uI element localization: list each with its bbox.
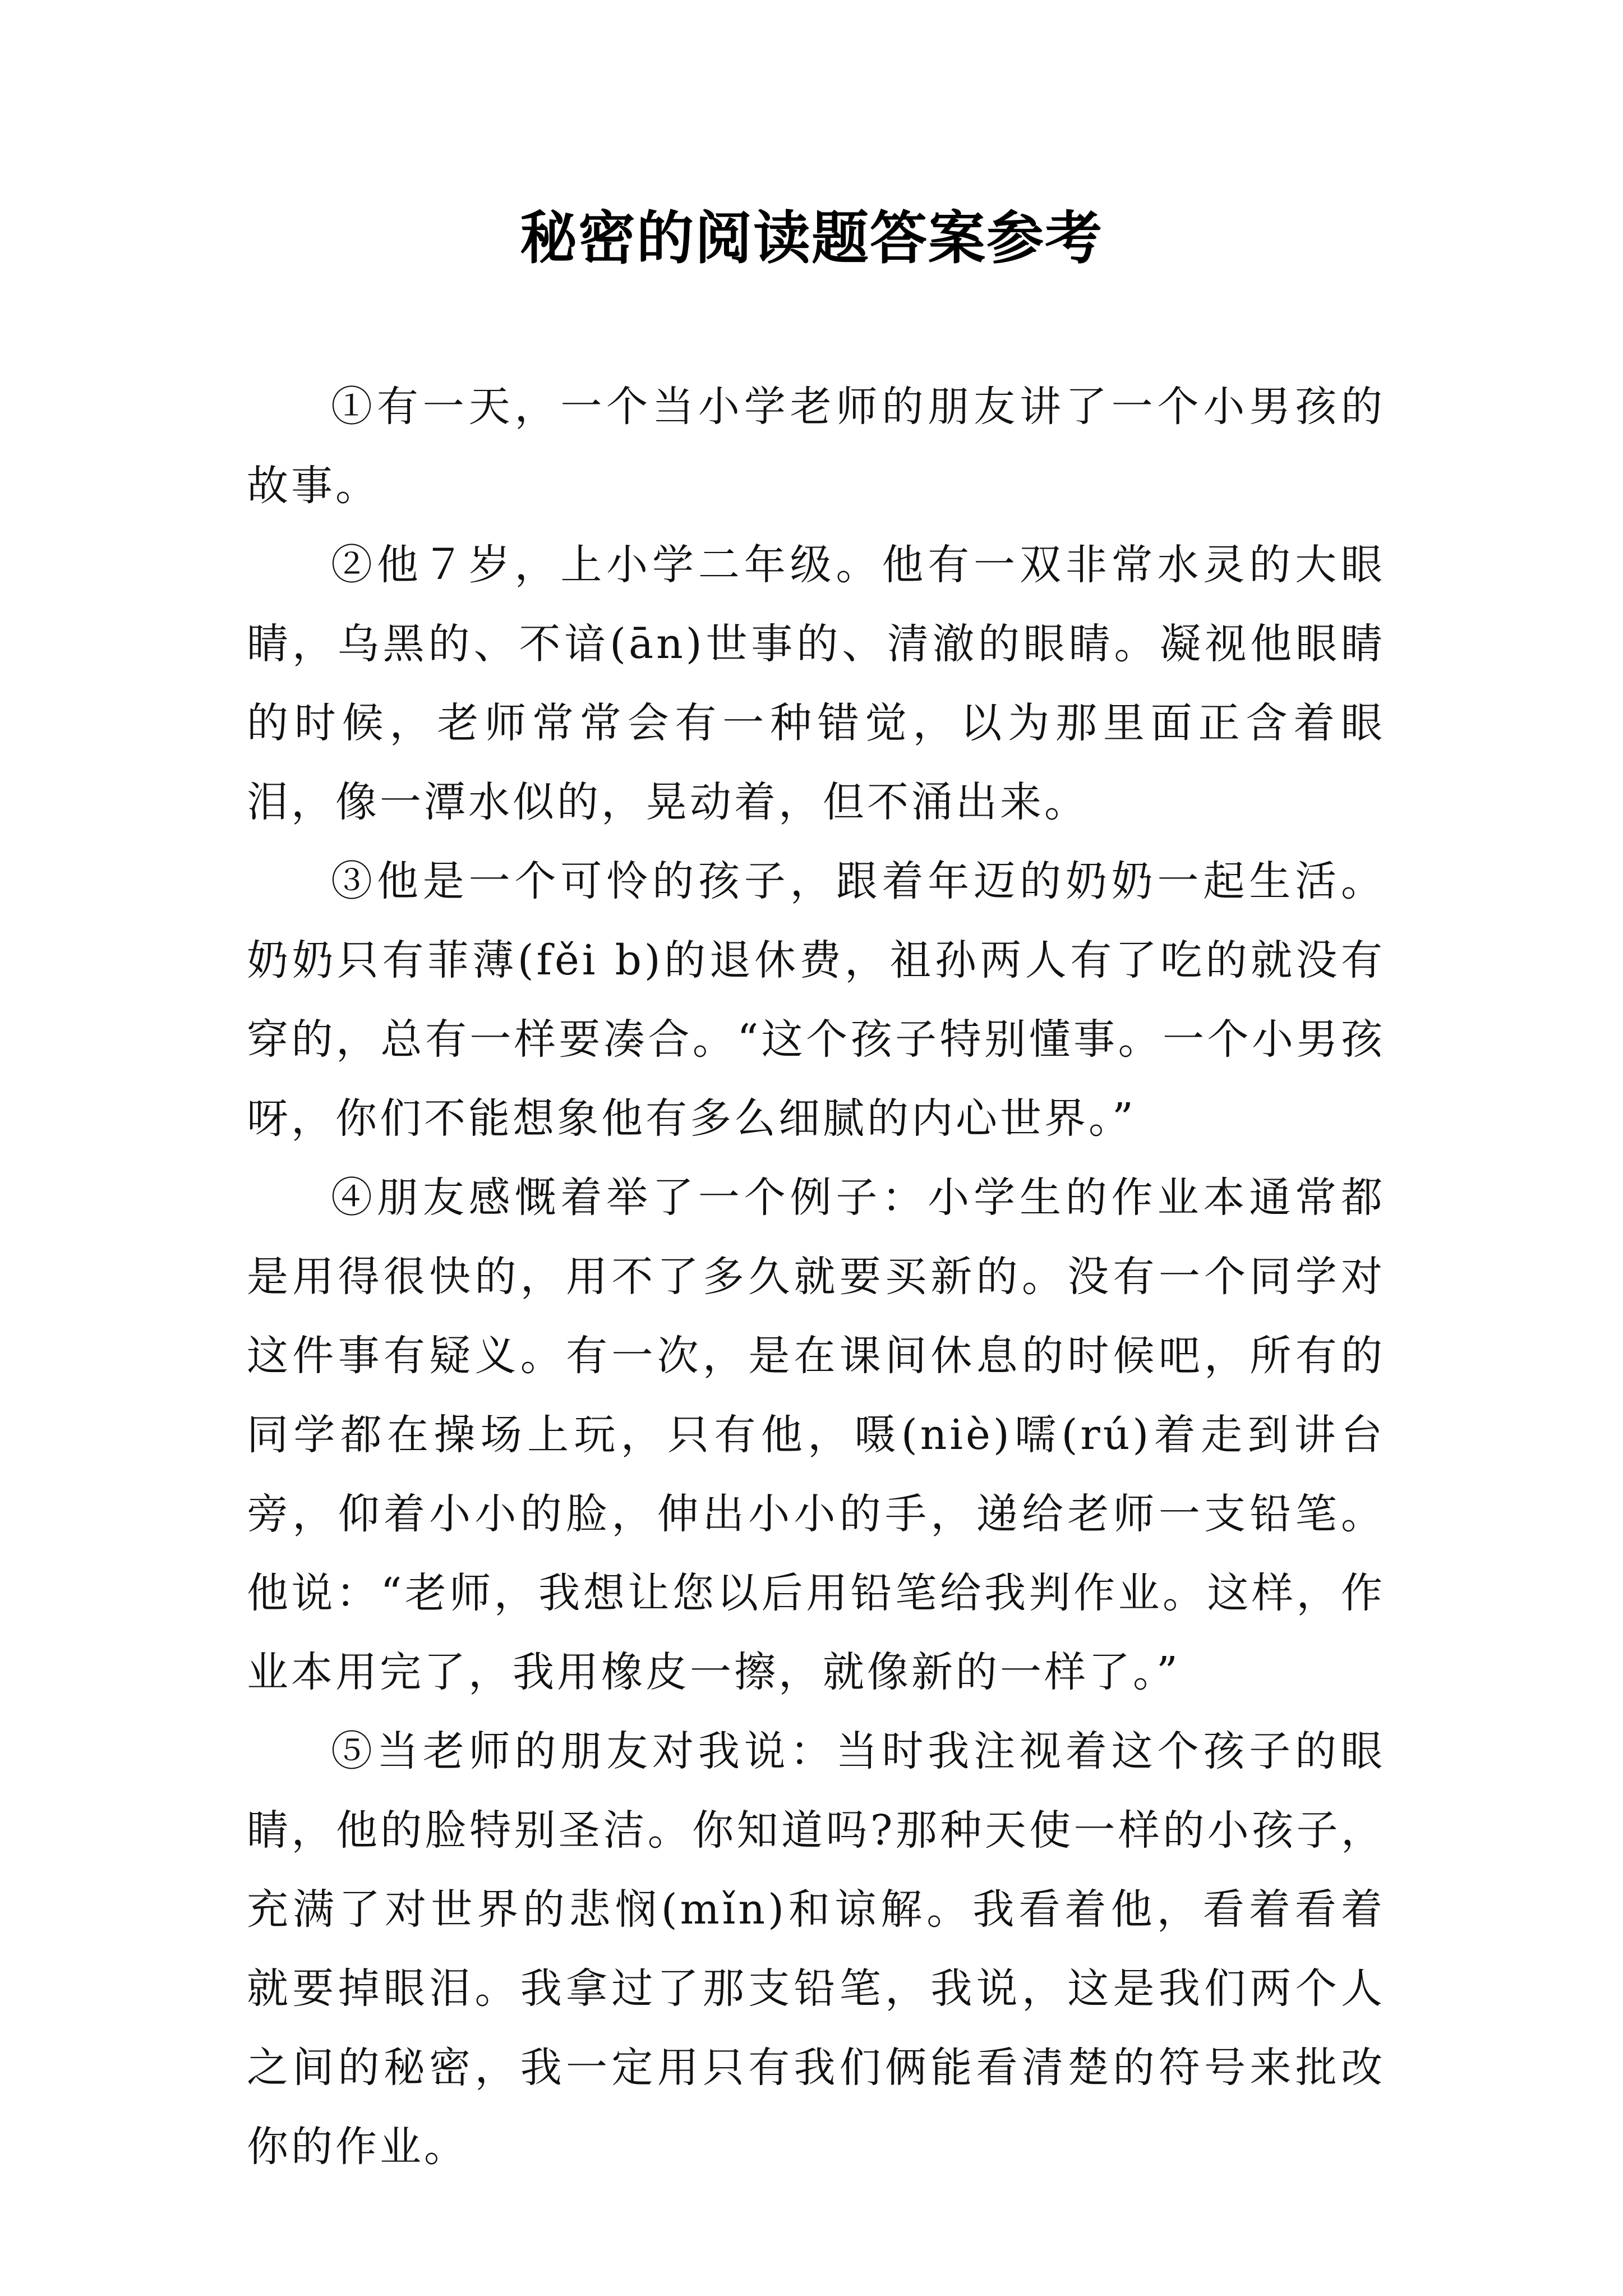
paragraph-2: ②他７岁，上小学二年级。他有一双非常水灵的大眼睛，乌黑的、不谙(ān)世事的、清澈的眼睛。凝视他眼睛的时候，老师常常会有一种错觉，以为那里面正含着眼泪，像一潭水似的，晃动着，但不涌出来。 xyxy=(247,541,1385,826)
paragraph-1: ①有一天，一个当小学老师的朋友讲了一个小男孩的故事。 xyxy=(247,383,1385,510)
document-body xyxy=(247,367,1385,2187)
document-title: 秘密的阅读题答案参考 xyxy=(520,205,1103,272)
paragraph-3: ③他是一个可怜的孩子，跟着年迈的奶奶一起生活。奶奶只有菲薄(fěi b)的退休费，祖孙两人有了吃的就没有穿的，总有一样要凑合。“这个孩子特别懂事。一个小男孩呀，你们不能想象他有多么细腻的内心世界。” xyxy=(247,857,1385,1143)
paragraph-4: ④朋友感慨着举了一个例子：小学生的作业本通常都是用得很快的，用不了多久就要买新的。没有一个同学对这件事有疑义。有一次，是在课间休息的时候吧，所有的同学都在操场上玩，只有他，嗫(niè)嚅(rú)着走到讲台旁，仰着小小的脸，伸出小小的手，递给老师一支铅笔。他说：“老师，我想让您以后用铅笔给我判作业。这样，作业本用完了，我用橡皮一擦，就像新的一样了。” xyxy=(247,1174,1385,1696)
paragraph-5: ⑤当老师的朋友对我说：当时我注视着这个孩子的眼睛，他的脸特别圣洁。你知道吗?那种天使一样的小孩子，充满了对世界的悲悯(mǐn)和谅解。我看着他，看着看着就要掉眼泪。我拿过了那支铅笔，我说，这是我们两个人之间的秘密，我一定用只有我们俩能看清楚的符号来批改你的作业。 xyxy=(247,1727,1385,2171)
